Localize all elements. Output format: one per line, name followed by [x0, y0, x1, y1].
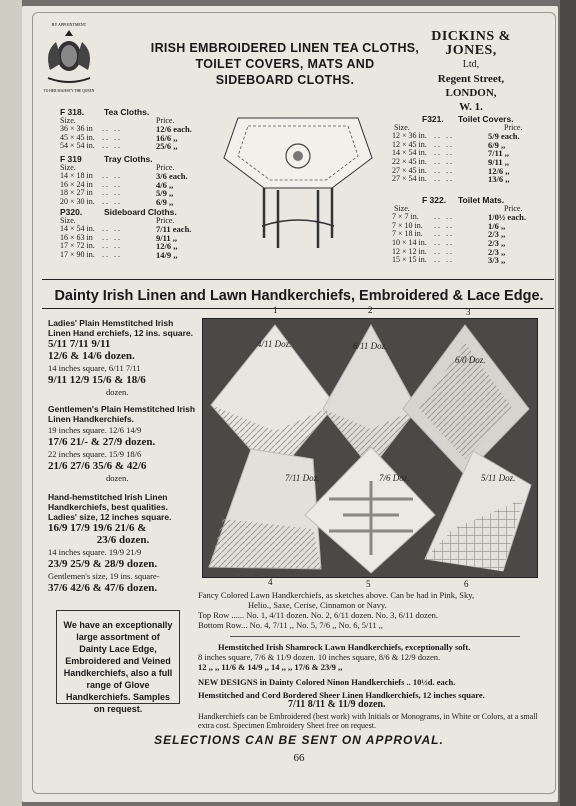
size-cell: 18 × 27 in — [60, 188, 93, 198]
firm-district: W. 1. — [459, 101, 483, 113]
gents-plain-block — [48, 404, 198, 484]
size-cell: 12 × 45 in. — [392, 139, 427, 149]
price-row — [60, 142, 206, 151]
crest-bottom-text: TO HER MAJESTY THE QUEEN — [43, 89, 95, 93]
price-cell: 4/6 ,, — [156, 179, 174, 190]
size-cell: 7 × 7 in. — [392, 212, 419, 222]
size-cell: 16 × 24 in — [60, 179, 93, 189]
gents-plain-22in-prices: 21/6 27/6 35/6 & 42/6 — [48, 460, 147, 472]
fancy-line-2: Helio., Saxe, Cerise, Cinnamon or Navy. — [248, 600, 387, 610]
sideboard-cloths-block — [60, 208, 206, 260]
dots-cell: .. .. — [434, 174, 454, 184]
toilet-covers-block — [392, 115, 538, 184]
price-cell: 1/0½ each. — [488, 212, 527, 223]
size-cell: 7 × 10 in. — [392, 220, 423, 230]
toilet-mats-block — [392, 196, 538, 265]
section-divider — [42, 308, 554, 309]
price-cell: 13/6 ,, — [488, 174, 510, 185]
fancy-line-1: Fancy Colored Lawn Handkerchiefs, as sketches above. Can be had in Pink, Sky, — [198, 590, 475, 600]
tag-5: 7/6 Doz. — [379, 473, 410, 483]
gents-plain-dozen: dozen. — [106, 473, 129, 483]
section-divider — [42, 279, 554, 280]
price-cell: 3/6 each. — [156, 171, 188, 182]
dots-cell: .. .. — [102, 188, 122, 198]
dots-cell: .. .. — [434, 220, 454, 230]
tag-3: 6/0 Doz. — [455, 355, 486, 365]
price-cell: 9/11 ,, — [488, 156, 510, 167]
dots-cell: .. .. — [102, 249, 122, 259]
dots-cell: .. .. — [102, 141, 122, 151]
photo-number-6: 6 — [464, 579, 469, 589]
price-header: Price. — [156, 215, 175, 225]
size-cell: 22 × 45 in. — [392, 156, 427, 166]
handkerchiefs-photo — [202, 318, 538, 578]
size-cell: 15 × 15 in. — [392, 255, 427, 265]
shamrock-line-2: 8 inches square, 7/6 & 11/9 dozen. 10 inches square, 8/6 & 12/9 dozen. — [198, 652, 441, 662]
item-name: Sideboard Cloths. — [104, 207, 177, 217]
tea-table-illustration — [218, 98, 378, 258]
dots-cell: .. .. — [434, 255, 454, 265]
size-cell: 12 × 12 in. — [392, 246, 427, 256]
price-cell: 3/3 ,, — [488, 255, 506, 266]
size-cell: 27 × 45 in. — [392, 165, 427, 175]
item-name: Toilet Covers. — [458, 114, 514, 124]
firm-city: LONDON, — [445, 87, 497, 99]
title-line-3: SIDEBOARD CLOTHS. — [215, 73, 355, 87]
cord-line-1: Hemstitched and Cord Bordered Sheer Linen Handkerchiefs, 12 inches square. — [198, 690, 485, 700]
shamrock-block — [198, 642, 538, 672]
size-header: Size. — [60, 215, 76, 225]
price-cell: 6/9 ,, — [156, 196, 174, 207]
ladies-plain-heading: Ladies' Plain Hemstitched Irish Linen Hand erchiefs, 12 ins. square. — [48, 318, 194, 338]
size-cell: 16 × 63 in — [60, 232, 93, 242]
price-row — [60, 251, 206, 260]
new-designs-line: NEW DESIGNS in Dainty Colored Ninon Handkerchiefs .. 10½d. each. — [198, 677, 456, 687]
dots-cell: .. .. — [434, 237, 454, 247]
dots-cell: .. .. — [434, 246, 454, 256]
price-cell: 16/6 ,, — [156, 132, 178, 143]
royal-crest-logo — [38, 20, 100, 98]
approval-footer: SELECTIONS CAN BE SENT ON APPROVAL. — [154, 733, 444, 747]
tag-6: 5/11 Doz. — [481, 473, 516, 483]
dots-cell: .. .. — [102, 124, 122, 134]
price-cell: 5/9 each. — [488, 131, 520, 142]
price-header: Price. — [504, 203, 523, 213]
photo-number-3: 3 — [466, 307, 471, 317]
item-code: F321. — [422, 114, 444, 124]
item-code: P320. — [60, 207, 83, 217]
size-cell: 17 × 90 in. — [60, 249, 95, 259]
tray-cloths-block — [60, 155, 206, 207]
price-cell: 14/9 ,, — [156, 249, 178, 260]
size-cell: 10 × 14 in. — [392, 237, 427, 247]
book-right-edge — [560, 0, 576, 806]
price-header: Price. — [156, 115, 175, 125]
gents-plain-19in-prices: 17/6 21/- & 27/9 dozen. — [48, 436, 156, 448]
hand-hem-14in: 14 inches square. 19/9 21/9 — [48, 547, 142, 557]
crest-top-text: BY APPOINTMENT — [51, 22, 87, 27]
ladies-plain-block — [48, 318, 198, 398]
hand-hem-14in-prices: 23/9 25/9 & 28/9 dozen. — [48, 558, 158, 570]
hand-hem-gents-prices: 37/6 42/6 & 47/6 dozen. — [48, 582, 158, 594]
fancy-colored-block — [198, 590, 538, 630]
size-cell: 17 × 72 in. — [60, 241, 95, 251]
item-code: F 319 — [60, 154, 82, 164]
size-cell: 20 × 30 in. — [60, 196, 95, 206]
gents-plain-22in: 22 inches square. 15/9 18/6 — [48, 449, 142, 459]
item-name: Toilet Mats. — [458, 195, 505, 205]
tag-4: 7/11 Doz. — [285, 473, 320, 483]
gents-plain-19in: 19 inches square. 12/6 14/9 — [48, 425, 142, 435]
firm-address — [410, 30, 532, 114]
dots-cell: .. .. — [102, 241, 122, 251]
cord-line-2: 7/11 8/11 & 11/9 dozen. — [288, 699, 386, 710]
fancy-top-row: Top Row ...... No. 1, 4/11 dozen. No. 2, 6/11 dozen. No. 3, 6/11 dozen. — [198, 610, 438, 620]
dots-cell: .. .. — [102, 171, 122, 181]
item-name: Tea Cloths. — [104, 107, 150, 117]
price-cell: 9/11 ,, — [156, 232, 178, 243]
item-code: F 322. — [422, 195, 447, 205]
page-title — [150, 40, 420, 88]
dots-cell: .. .. — [102, 224, 122, 234]
dots-cell: .. .. — [434, 229, 454, 239]
size-cell: 54 × 54 in. — [60, 141, 95, 151]
cord-bordered-block — [198, 690, 538, 710]
size-cell: 36 × 36 in — [60, 124, 93, 134]
size-cell: 12 × 36 in. — [392, 131, 427, 141]
size-header: Size. — [60, 162, 76, 172]
tag-2: 6/11 Doz. — [353, 341, 388, 351]
price-cell: 2/3 ,, — [488, 237, 506, 248]
ladies-plain-14in: 14 inches square, 6/11 7/11 — [48, 363, 141, 373]
price-cell: 25/6 ,, — [156, 141, 178, 152]
dots-cell: .. .. — [102, 132, 122, 142]
shamrock-line-1: Hemstitched Irish Shamrock Lawn Handkerchiefs, exceptionally soft. — [218, 642, 471, 652]
fancy-bottom-row: Bottom Row... No. 4, 7/11 ,, No. 5, 7/6 ,, No. 6, 5/11 ,, — [198, 620, 383, 630]
hand-hem-prices-1: 16/9 17/9 19/6 21/6 & — [48, 522, 147, 534]
price-row — [392, 175, 538, 184]
hand-hem-prices-2: 23/6 dozen. — [96, 534, 150, 546]
gents-plain-heading: Gentlemen's Plain Hemstitched Irish Linen Handkerchiefs. — [48, 404, 196, 424]
price-cell: 12/6 ,, — [488, 165, 510, 176]
photo-number-4: 4 — [268, 577, 273, 587]
ladies-plain-prices-1: 5/11 7/11 9/11 — [48, 338, 111, 350]
price-cell: 2/3 ,, — [488, 229, 506, 240]
dots-cell: .. .. — [102, 179, 122, 189]
tea-cloths-block — [60, 108, 206, 151]
size-cell: 14 × 18 in — [60, 171, 93, 181]
title-line-2: TOILET COVERS, MATS AND — [195, 57, 375, 71]
price-cell: 12/6 ,, — [156, 241, 178, 252]
size-header: Size. — [60, 115, 76, 125]
dots-cell: .. .. — [434, 212, 454, 222]
photo-number-5: 5 — [366, 579, 371, 589]
hand-hem-gents: Gentlemen's size, 19 ins. square- — [48, 571, 160, 581]
page-number: 66 — [293, 752, 305, 764]
tag-1: 4/11 Doz. — [257, 339, 292, 349]
text-divider — [230, 636, 520, 637]
ladies-plain-dozen: dozen. — [106, 387, 129, 397]
item-code: F 318. — [60, 107, 85, 117]
size-header: Size. — [394, 203, 410, 213]
book-spine-edge — [0, 0, 22, 806]
photo-number-2: 2 — [368, 305, 373, 315]
size-cell: 27 × 54 in. — [392, 174, 427, 184]
dots-cell: .. .. — [434, 139, 454, 149]
ladies-plain-prices-2: 12/6 & 14/6 dozen. — [48, 350, 135, 362]
title-line-1: IRISH EMBROIDERED LINEN TEA CLOTHS, — [150, 41, 420, 55]
firm-street: Regent Street, — [437, 73, 505, 85]
dots-cell: .. .. — [102, 232, 122, 242]
price-header: Price. — [504, 122, 523, 132]
size-cell: 45 × 45 in. — [60, 132, 95, 142]
shamrock-line-3: 12 ,, ,, 11/6 & 14/9 ,, 14 ,, ,, 17/6 & 23/9 ,, — [198, 662, 343, 672]
handkerchiefs-heading: Dainty Irish Linen and Lawn Handkerchiefs, Embroidered & Lace Edge. — [54, 288, 544, 304]
firm-name: DICKINS & JONES, — [431, 29, 511, 58]
dots-cell: .. .. — [434, 148, 454, 158]
dots-cell: .. .. — [102, 196, 122, 206]
size-cell: 7 × 18 in. — [392, 229, 423, 239]
embroidery-note: Handkerchiefs can be Embroidered (best work) with Initials or Monograms, in White or Colors, at a small extra cost. Specimen Embroidery Sheet free on request. — [198, 712, 538, 730]
firm-ltd: Ltd, — [462, 59, 480, 70]
price-cell: 5/9 ,, — [156, 188, 174, 199]
assortment-info-box: We have an exceptionally large assortment of Dainty Lace Edge, Embroidered and Veined Handkerchiefs, also a full range of Glove Handkerchiefs. Samples on request. — [56, 610, 180, 704]
price-cell: 6/9 ,, — [488, 139, 506, 150]
ladies-plain-14in-prices: 9/11 12/9 15/6 & 18/6 — [48, 374, 146, 386]
price-cell: 12/6 each. — [156, 124, 192, 135]
dots-cell: .. .. — [434, 131, 454, 141]
price-cell: 1/6 ,, — [488, 220, 506, 231]
price-row — [60, 198, 206, 207]
item-name: Tray Cloths. — [104, 154, 153, 164]
price-header: Price. — [156, 162, 175, 172]
photo-number-1: 1 — [273, 305, 278, 315]
price-cell: 7/11 ,, — [488, 148, 510, 159]
hand-hemstitched-block — [48, 492, 198, 594]
size-cell: 14 × 54 in. — [60, 224, 95, 234]
price-row — [392, 256, 538, 265]
hand-hem-heading: Hand-hemstitched Irish Linen Handkerchiefs, best qualities. Ladies' size, 12 inches square. — [48, 492, 172, 522]
price-cell: 2/3 ,, — [488, 246, 506, 257]
price-cell: 7/11 each. — [156, 224, 192, 235]
size-header: Size. — [394, 122, 410, 132]
dots-cell: .. .. — [434, 156, 454, 166]
size-cell: 14 × 54 in. — [392, 148, 427, 158]
dots-cell: .. .. — [434, 165, 454, 175]
